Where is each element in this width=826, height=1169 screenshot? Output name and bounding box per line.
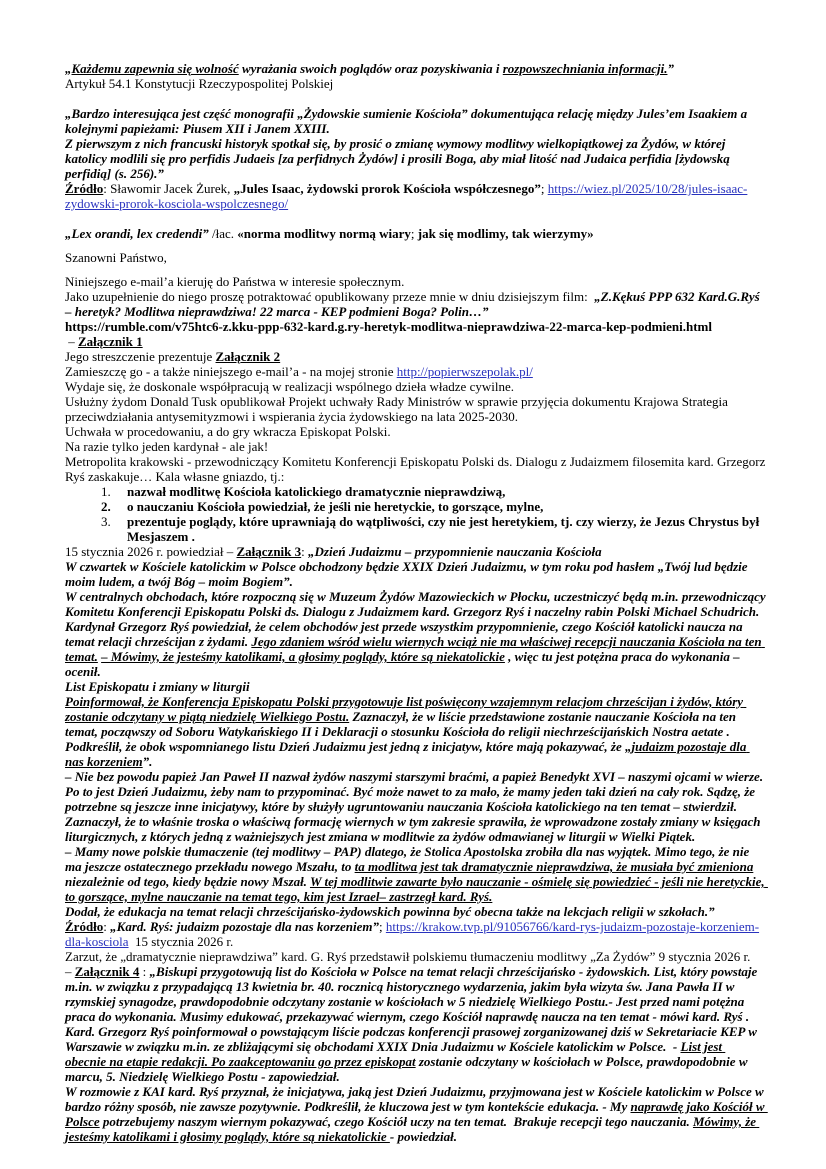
text-run: naprawdę jako Kościół w Polsce [65, 1099, 768, 1129]
popes-quote [65, 769, 766, 814]
uchwala-line [65, 424, 766, 439]
text-run: Artykuł 54.1 Konstytucji Rzeczypospolitej Polskiej [65, 76, 334, 91]
text-run: Na razie tylko jeden kardynał - ale jak! [65, 439, 269, 454]
text-run: „Biskupi przygotowują list do Kościoła w Polsce na temat relacji chrześcijańsko - żydowskich. List, który powstaje m.in. w związku z przypadającą 13 kwietnia br. 40. rocznicą historycznego wydarzenia, jakim była wizyta św. Jana Pawła II w rzymskiej synagodze, prawdopodobnie odczytany zostanie w kościołach w 5 niedzielę Wielkiego Postu.- Jest przed nami potężna praca do wykonania. Musimy edukować, przekazywać wiernym, czego Kościół naprawdę naucza na ten temat - mówi kard. Ryś . [65, 964, 761, 1024]
attachment-2 [65, 349, 766, 364]
text-run: – [65, 964, 75, 979]
text-run: „ [65, 61, 72, 76]
text-run: ta modlitwa jest tak dramatycznie nieprawdziwa, że musiała być zmieniona [354, 859, 754, 874]
lex-orandi [65, 226, 766, 241]
text-run: Dodał, że edukacja na temat relacji chrześcijańsko-żydowskich powinna być obecna także na lekcjach religii w szkołach.” [65, 904, 715, 919]
liturgical-changes [65, 814, 766, 844]
text-run: Jako uzupełnienie do niego proszę potraktować opublikowany przeze mnie w dniu dzisiejszym film: [65, 289, 595, 304]
text-run: prezentuje poglądy, które uprawniają do wątpliwości, czy nie jest heretykiem, tj. czy wierzy, że Jezus Chrystus był Mesjaszem . [127, 514, 763, 544]
text-run: Mówimy, że jesteśmy katolikami i głosimy poglądy, które są niekatolickie [65, 1114, 760, 1144]
text-run: List Episkopatu i zmiany w liturgii [65, 679, 250, 694]
list-item-text [127, 484, 505, 499]
monograph-quote-2 [65, 136, 766, 181]
hyperlink[interactable]: https://krakow.tvp.pl/91056766/kard-rys-judaizm-pozostaje-korzeniem-dla-kosciola [65, 919, 760, 949]
intro-line [65, 274, 766, 289]
text-run: „Dzień Judaizmu – przypomnienie nauczania Kościoła [308, 544, 602, 559]
monograph-quote-1 [65, 106, 766, 136]
text-run: : [301, 544, 309, 559]
text-run: 15 stycznia 2026 r. powiedział – [65, 544, 237, 559]
blank-line [65, 91, 766, 106]
attachment-1 [65, 334, 766, 349]
list-item-1 [65, 484, 766, 499]
zarzut-line [65, 949, 766, 964]
salutation [65, 250, 766, 265]
text-run: : Sławomir Jacek Żurek, [103, 181, 234, 196]
blank-line [65, 211, 766, 226]
film-announcement [65, 289, 766, 319]
judaizm-day [65, 559, 766, 589]
text-run: zostanie odczytany w kościołach w Polsce, prawdopodobnie w marcu, 5. Niedzielę Wielkiego Postu - zapowiedział. [65, 1054, 751, 1084]
text-run: o nauczaniu Kościoła powiedział, że jeśli nie heretyckie, to gorszące, mylne, [127, 499, 544, 514]
rys-statement [65, 619, 766, 679]
text-run: Zarzut, że „dramatycznie nieprawdziwa” kard. G. Ryś przedstawił polskiemu tłumaczeniu modlitwy „Za Żydów” 9 stycznia 2026 r. [65, 949, 751, 964]
text-run: – Mówimy, że jesteśmy katolikami, a głosimy poglądy, które są niekatolickie [101, 649, 505, 664]
text-run: W rozmowie z KAI kard. Ryś przyznał, że inicjatywa, jaką jest Dzień Judaizmu, przyjmowana jest w Kościele katolickim w Polsce w bardzo różny sposób, nie zawsze pozytywnie. Podkreślił, że kluczowa jest w tym kontekście edukacja. - My [65, 1084, 767, 1114]
tusk-paragraph [65, 394, 766, 424]
kep-conference [65, 1024, 766, 1084]
list-item-2 [65, 499, 766, 514]
hyperlink[interactable]: https://wiez.pl/2025/10/28/jules-isaac-zydowski-prorok-kosciola-wspolczesnego/ [65, 181, 748, 211]
text-run: ; [540, 181, 548, 196]
text-run: nazwał modlitwę Kościoła katolickiego dramatycznie nieprawdziwą, [127, 484, 506, 499]
text-run: List jest obecnie na etapie redakcji. Po zaakceptowaniu go przez episkopat [65, 1039, 726, 1069]
zalacznik-4 [65, 964, 766, 1024]
text-run: Kard. Grzegorz Ryś poinformował o powstającym liście podczas konferencji prasowej zorganizowanej dziś w Sekretariacie KEP w Warszawie w związku m.in. ze zbliżającymi się obchodami XXIX Dnia Judaizmu w Kościele katolickim w Polsce. - [65, 1024, 760, 1054]
text-run: Zaznaczył, że w liście przedstawione zostanie nauczanie Kościoła na ten temat, począwszy od Soboru Watykańskiego II i Deklaracji o stosunku Kościoła do religii niechrześcijańskich Nostra aetate . [65, 709, 740, 739]
blank-line [65, 241, 766, 250]
text-run: Źródło [65, 181, 104, 196]
text-run: „Lex orandi, lex credendi” [65, 226, 209, 241]
text-run: potrzebujemy naszym wiernym pokazywać, czego Kościół uczy na ten temat. Brakuje recepcji tego nauczania. [99, 1114, 693, 1129]
text-run: Szanowni Państwo, [65, 250, 167, 265]
list-number: 2. [101, 499, 111, 514]
text-run: : [139, 964, 150, 979]
text-run: Wydaje się, że doskonale współpracują w realizacji wspólnego dzieła władze cywilne. [65, 379, 514, 394]
rumble-url [65, 319, 766, 334]
text-run: ; [410, 226, 418, 241]
text-run: wyrażania swoich poglądów oraz pozyskiwania i [238, 61, 503, 76]
website-note [65, 364, 766, 379]
text-run: Załącznik 2 [215, 349, 281, 364]
text-run: „Bardzo interesująca jest część monografii „Żydowskie sumienie Kościoła” dokumentująca relację między Jules’em Isaakiem a kolejnymi papieżami: Piusem XII i Janem XXIII. [65, 106, 751, 136]
text-run: W czwartek w Kościele katolickim w Polsce obchodzony będzie XXIX Dzień Judaizmu, w tym roku pod hasłem „Twój lud będzie moim ludem, a twój Bóg – moim Bogiem”. [65, 559, 751, 589]
text-run: /łac. [208, 226, 238, 241]
text-run: Załącznik 4 [74, 964, 140, 979]
judaizm-root [65, 739, 766, 769]
text-run: Źródło [65, 919, 104, 934]
text-run: ; [379, 919, 386, 934]
list-item-3 [65, 514, 766, 544]
text-run: Załącznik 3 [236, 544, 302, 559]
text-run: https://rumble.com/v75htc6-z.kku-ppp-632-kard.g.ry-heretyk-modlitwa-nieprawdziwa-22-marca-kep-podmieni.html [65, 319, 712, 334]
text-run: W tej modlitwie zawarte było nauczanie - ośmielę się powiedzieć - jeśli nie heretyckie, to gorszące, mylne nauczanie na temat tego, kim jest Izrael– zastrzegł kard. Ryś. [65, 874, 768, 904]
hyperlink[interactable]: http://popierwszepolak.pl/ [396, 364, 533, 379]
text-run: Załącznik 1 [78, 334, 143, 349]
zalacznik-3-intro [65, 544, 766, 559]
source-tvp [65, 919, 766, 949]
kai-interview [65, 1084, 766, 1144]
text-run: W centralnych obchodach, które rozpoczną się w Muzeum Żydów Mazowieckich w Płocku, uczestniczyć będą m.in. przewodniczący Komitetu Konferencji Episkopatu Polski ds. Dialogu z Judaizmem kard. Grzegorz Ryś i naczelny rabin Polski Michael Schudrich. [65, 589, 769, 619]
text-run: Niniejszego e-mail’a kieruję do Państwa w interesie społecznym. [65, 274, 405, 289]
prayer-translation [65, 844, 766, 904]
text-run: Kardynał Grzegorz Ryś powiedział, że celem obchodów jest przede wszystkim przypomnienie, czego Kościół katolicki naucza na temat relacji chrześcijan z żydami. [65, 619, 746, 649]
text-run: ”. [142, 754, 153, 769]
text-run: Jego streszczenie prezentuje [65, 349, 216, 364]
text-run: «norma modlitwy normą wiary [237, 226, 411, 241]
text-run: , więc tu jest potężna praca do wykonania – ocenił. [65, 649, 743, 679]
text-run: Jego zdaniem wśród wielu wiernych wciąż nie ma właściwej recepcji nauczania Kościoła na ten temat. [65, 634, 765, 664]
constitution-quote [65, 61, 766, 76]
text-run: Usłużny żydom Donald Tusk opublikował Projekt uchwały Rady Ministrów w sprawie przyjęcia dokumentu Krajowa Strategia przeciwdziałania antysemityzmowi i wspierania życia żydowskiego na lata 2025-2030. [65, 394, 732, 424]
text-run: – Mamy nowe polskie tłumaczenie (tej modlitwy – PAP) dlatego, że Stolica Apostolska zrobiła dla nas wyjątek. Mimo tego, że nie ma jeszcze ostatecznego przekładu nowego Mszału, to [65, 844, 753, 874]
text-run: niezależnie od tego, kiedy będzie nowy Mszał. [65, 859, 757, 889]
text-run: Poinformował, że Konferencja Episkopatu Polski przygotowuje list poświęcony wzajemnym relacjom chrześcijan i żydów, który zostanie odczytany w piątą niedzielę Wielkiego Postu. [65, 694, 747, 724]
text-run: Metropolita krakowski - przewodniczący Komitetu Konferencji Episkopatu Polski ds. Dialogu z Judaizmem filosemita kard. Grzegorz Ryś zaskakuje… Kala własne gniazdo, tj.: [65, 454, 769, 484]
constitution-reference [65, 76, 766, 91]
text-run: judaizm pozostaje dla nas korzeniem [65, 739, 750, 769]
source-wiez [65, 181, 766, 211]
text-run: Każdemu zapewnia się wolność [71, 61, 239, 76]
list-item-text [127, 499, 543, 514]
text-run: Uchwała w procedowaniu, a do gry wkracza Episkopat Polski. [65, 424, 391, 439]
central-celebrations [65, 589, 769, 619]
text-run: – Nie bez powodu papież Jan Paweł II nazwał żydów naszymi starszymi braćmi, a papież Benedykt XVI – naszymi ojcami w wierze. Po to jest Dzień Judaizmu, żeby nam to przypominać. Być może nawet to za mało, że mamy jeden taki dzień na cały rok. Sądzę, że potrzebne są jeszcze inne inicjatywy, które by służyły ugruntowaniu nauczania Kościoła katolickiego na ten temat – stwierdził. [65, 769, 767, 814]
text-run: 15 stycznia 2026 r. [128, 934, 234, 949]
text-run: rozpowszechniania informacji. [502, 61, 668, 76]
text-run: „Kard. Ryś: judaizm pozostaje dla nas korzeniem” [110, 919, 379, 934]
list-item-text [127, 514, 762, 544]
civil-authorities [65, 379, 766, 394]
kardynal-line [65, 439, 766, 454]
list-heading [65, 679, 766, 694]
text-run: - powiedział. [389, 1129, 458, 1144]
text-run: ” [667, 61, 674, 76]
text-run: Zamieszczę go - a także niniejszego e-mail’a - na mojej stronie [65, 364, 397, 379]
list-number: 3. [101, 514, 111, 529]
text-run: Zaznaczył, że to właśnie troska o właściwą formację wiernych w tym zakresie sprawiła, że wprowadzone zostały zmiany w księgach liturgicznych, z których jedną z ważniejszych jest zmiana w modlitwie za żydów odmawianej w liturgii w Wielki Piątek. [65, 814, 764, 844]
text-run: – [65, 334, 78, 349]
metropolita-line [65, 454, 769, 484]
list-number: 1. [101, 484, 111, 499]
text-run: Z pierwszym z nich francuski historyk spotkał się, by prosić o zmianę wymowy modlitwy wielkopiątkowej za Żydów, w której katolicy modlili się pro perfidis Judaeis [za perfidnych Żydów] i prosili Boga, aby miał litość nad Judaica perfidia [żydowską perfidią] (s. 256).” [65, 136, 734, 181]
text-run: „Z.Kękuś PPP 632 Kard.G.Ryś – heretyk? Modlitwa nieprawdziwa! 22 marca - KEP podmieni Boga? Polin…” [65, 289, 763, 319]
list-announcement [65, 694, 766, 739]
text-run: : [103, 919, 111, 934]
text-run: „Jules Isaac, żydowski prorok Kościoła współczesnego” [233, 181, 541, 196]
text-run: jak się modlimy, tak wierzymy» [417, 226, 594, 241]
text-run: Podkreślił, że obok wspomnianego listu Dzień Judaizmu jest jedną z inicjatyw, które mają pokazywać, że „ [65, 739, 632, 754]
education-note [65, 904, 766, 919]
blank-line [65, 265, 766, 274]
